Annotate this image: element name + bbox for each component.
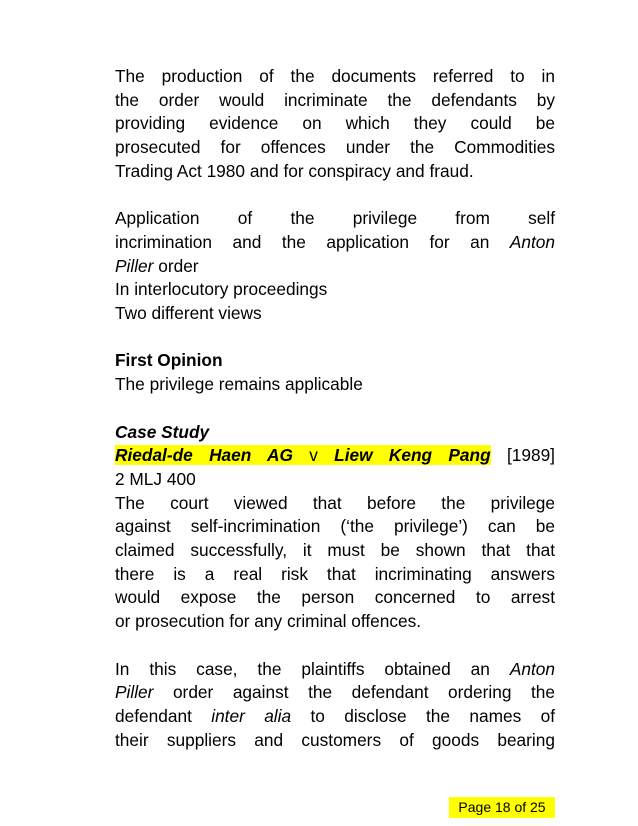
case-line: would expose the person concerned to arrest: [115, 587, 555, 608]
para2-line: [115, 255, 555, 279]
para2-italic: Anton: [509, 231, 555, 252]
para3-text: In this case, the plaintiffs obtained an: [115, 658, 490, 679]
case-versus: v: [292, 445, 335, 466]
para1-line: providing evidence on which they could be: [115, 113, 555, 134]
para3-text: order against the defendant ordering the: [153, 682, 555, 703]
para2-line: [115, 231, 555, 255]
para1-line: The production of the documents referred to in: [115, 66, 555, 86]
opinion-heading-text: First Opinion: [115, 350, 223, 371]
case-line: The court viewed that before the privilege: [115, 492, 555, 513]
case-line: there is a real risk that incriminating answers: [115, 563, 555, 584]
para1-line: prosecuted for offences under the Commodities: [115, 137, 555, 158]
case-name-highlight: [115, 445, 491, 465]
case-line: claimed successfully, it must be shown that that: [115, 540, 555, 561]
opinion-heading: [115, 349, 555, 373]
case-title-line: [115, 444, 555, 468]
para3-text: defendant: [115, 705, 212, 726]
case-party-1: Riedal-de Haen AG: [115, 445, 293, 466]
para2-line: Two different views: [115, 303, 262, 324]
para3-italic: Piller: [115, 682, 154, 703]
opinion-text: The privilege remains applicable: [115, 374, 363, 395]
case-party-2: Liew Keng Pang: [334, 445, 491, 466]
para2-line: In interlocutory proceedings: [115, 279, 328, 300]
case-line: against self-incrimination (‘the privilege’) can be: [115, 516, 555, 537]
para3-line: [115, 705, 555, 729]
case-heading-text: Case Study: [115, 421, 210, 442]
para2-text: incrimination and the application for an: [115, 231, 490, 252]
para2-italic: Piller: [115, 255, 154, 276]
para2-text: order: [153, 255, 199, 276]
case-heading: [115, 421, 555, 445]
para3-italic: Anton: [509, 658, 555, 679]
para3-line: [115, 658, 555, 682]
para1-line: the order would incriminate the defendants by: [115, 89, 555, 110]
document-body: [115, 65, 555, 752]
case-line: or prosecution for any criminal offences.: [115, 611, 422, 632]
para3-line: their suppliers and customers of goods bearing: [115, 729, 555, 750]
para3-line: [115, 681, 555, 705]
para3-text: to disclose the names of: [291, 705, 555, 726]
case-year: [1989]: [490, 445, 555, 466]
para2-line: Application of the privilege from self: [115, 208, 555, 229]
para3-italic: inter alia: [211, 705, 292, 726]
case-citation: 2 MLJ 400: [115, 468, 196, 489]
para1-line: Trading Act 1980 and for conspiracy and fraud.: [115, 160, 474, 181]
page-number-badge: Page 18 of 25: [449, 797, 555, 818]
